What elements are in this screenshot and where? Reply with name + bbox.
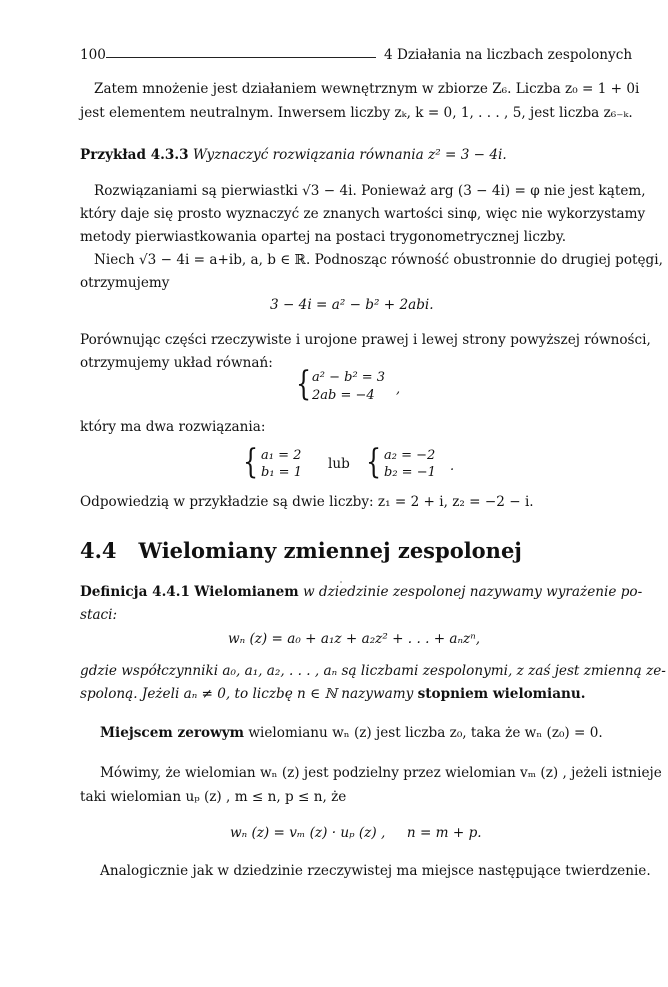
zero-term: Miejscem zerowym xyxy=(100,725,245,741)
system2-right-brace: { xyxy=(366,442,382,482)
zero-rest: wielomianu wₙ (z) jest liczba z₀, taka że wₙ (z₀) = 0. xyxy=(248,725,603,741)
system1-brace: { xyxy=(296,364,312,404)
definition-label: Definicja 4.4.1 xyxy=(80,584,190,600)
system1-trail: , xyxy=(396,382,401,397)
para2-line1: Rozwiązaniami są pierwiastki √3 − 4i. Ponieważ arg (3 − 4i) = φ nie jest kątem, xyxy=(94,183,646,199)
section-heading xyxy=(80,538,522,563)
example-heading xyxy=(80,146,507,164)
para2-line5: otrzymujemy xyxy=(80,275,170,291)
divisible-line2: taki wielomian uₚ (z) , m ≤ n, p ≤ n, że xyxy=(80,789,347,805)
answer-line: Odpowiedzią w przykładzie są dwie liczby: z₁ = 2 + i, z₂ = −2 − i. xyxy=(80,494,534,510)
system2-left-row1: a₁ = 2 xyxy=(261,448,302,463)
system2-left-brace: { xyxy=(243,442,259,482)
equation-1: 3 − 4i = a² − b² + 2abi. xyxy=(270,297,434,313)
definition-line2 xyxy=(80,606,117,624)
divisible-formula: wₙ (z) = vₘ (z) · uₚ (z) , n = m + p. xyxy=(230,825,482,841)
para3-line1: Porównując części rzeczywiste i urojone prawej i lewej strony powyższej równości, xyxy=(80,332,651,348)
definition-line4-text: spoloną. Jeżeli aₙ ≠ 0, to liczbę n ∈ ℕ nazywamy xyxy=(80,686,414,702)
system2-or: lub xyxy=(328,456,350,472)
definition-formula: wₙ (z) = a₀ + a₁z + a₂z² + . . . + aₙzⁿ, xyxy=(228,631,481,647)
divisible-line1: Mówimy, że wielomian wₙ (z) jest podzielny przez wielomian vₘ (z) , jeżeli istnieje xyxy=(100,765,662,781)
system1-row2: 2ab = −4 xyxy=(312,388,375,403)
para1-line1: Zatem mnożenie jest działaniem wewnętrznym w zbiorze Z₆. Liczba z₀ = 1 + 0i xyxy=(94,81,640,97)
definition-line4 xyxy=(80,685,586,703)
definition-line4-bold: stopniem wielomianu. xyxy=(417,686,586,702)
header-rule xyxy=(106,57,376,58)
example-text: Wyznaczyć rozwiązania równania z² = 3 − 4i. xyxy=(192,147,507,163)
definition-line1 xyxy=(80,583,643,601)
section-title: Wielomiany zmiennej zespolonej xyxy=(138,538,522,563)
system2-left-row2: b₁ = 1 xyxy=(261,465,302,480)
page-number: 100 xyxy=(80,47,106,63)
system2-right-row2: b₂ = −1 xyxy=(384,465,436,480)
definition-line1-rest: w dziedzinie zespolonej nazywamy wyrażenie po- xyxy=(302,584,643,600)
para2-line2: który daje się prosto wyznaczyć ze znanych wartości sinφ, więc nie wykorzystamy xyxy=(80,206,646,222)
closing-line: Analogicznie jak w dziedzinie rzeczywistej ma miejsce następujące twierdzenie. xyxy=(100,863,651,879)
zero-line xyxy=(100,724,603,742)
para1-line2: jest elementem neutralnym. Inwersem liczby zₖ, k = 0, 1, . . . , 5, jest liczba z₆₋ₖ. xyxy=(80,105,633,121)
system2-trail: . xyxy=(450,459,455,474)
definition-term: Wielomianem xyxy=(194,584,299,600)
definition-line3-text: gdzie współczynniki a₀, a₁, a₂, . . . , aₙ są liczbami zespolonymi, z zaś jest zmienną ze- xyxy=(80,663,666,679)
section-number: 4.4 xyxy=(80,538,117,563)
system1-row1: a² − b² = 3 xyxy=(312,370,386,385)
para2-line4: Niech √3 − 4i = a+ib, a, b ∈ ℝ. Podnosząc równość obustronnie do drugiej potęgi, xyxy=(94,252,663,268)
definition-line3 xyxy=(80,662,666,680)
para3-line2: otrzymujemy układ równań: xyxy=(80,355,273,371)
para2-line3: metody pierwiastkowania opartej na postaci trygonometrycznej liczby. xyxy=(80,229,567,245)
para4: który ma dwa rozwiązania: xyxy=(80,419,266,435)
example-label: Przykład 4.3.3 xyxy=(80,147,189,163)
definition-line2-text: staci: xyxy=(80,607,118,623)
system2-right-row1: a₂ = −2 xyxy=(384,448,436,463)
chapter-title: 4 Działania na liczbach zespolonych xyxy=(384,47,633,63)
